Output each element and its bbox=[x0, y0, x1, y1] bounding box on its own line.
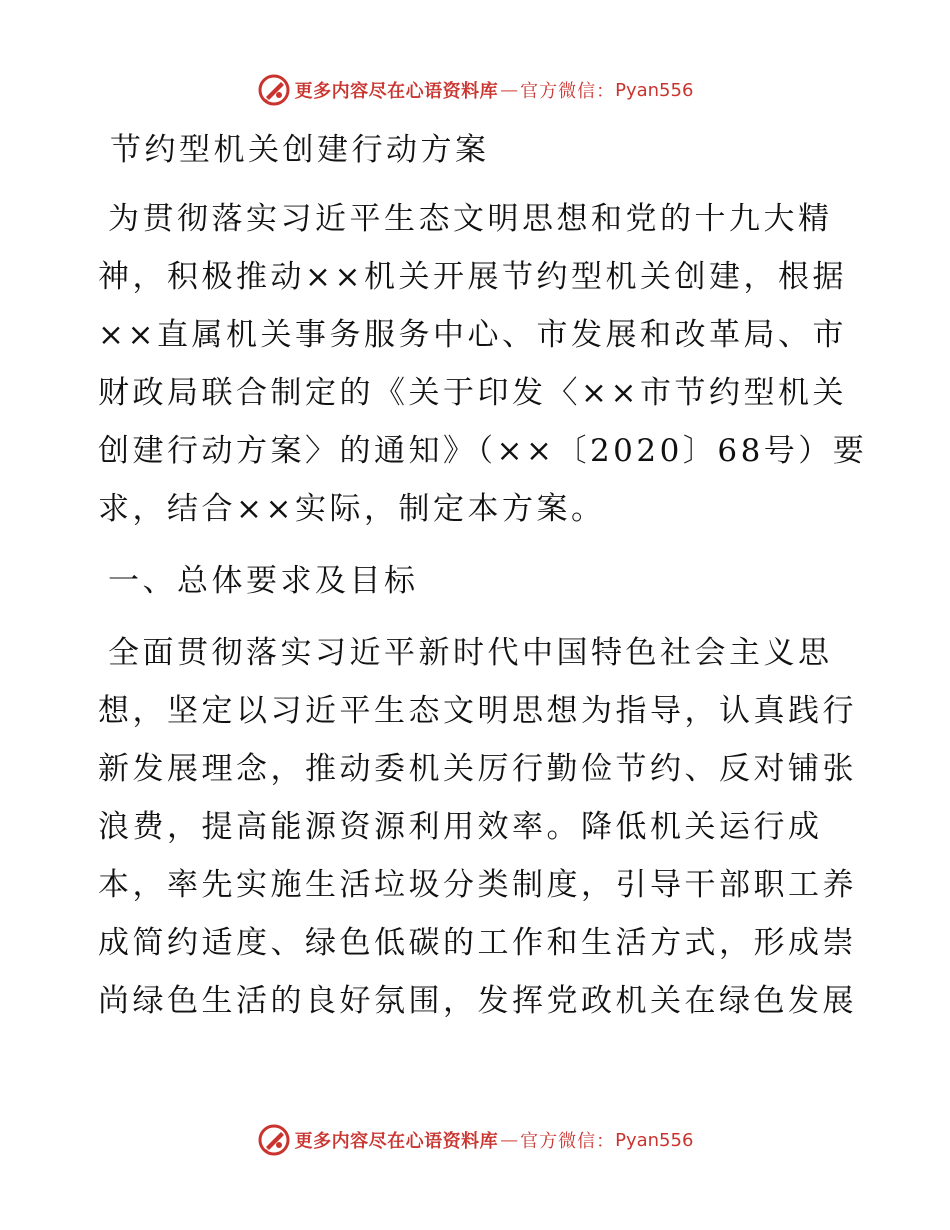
paragraph-2-line: 新发展理念，推动委机关厉行勤俭节约、反对铺张 bbox=[98, 751, 857, 787]
paragraph-1-line: 创建行动方案〉的通知》（××〔2020〕68号）要 bbox=[98, 433, 868, 469]
section-heading: 一、总体要求及目标 bbox=[108, 563, 419, 599]
watermark-brand-text: 更多内容尽在心语资料库 bbox=[294, 81, 499, 102]
document-title: 节约型机关创建行动方案 bbox=[110, 132, 490, 168]
brand-logo-icon bbox=[257, 1123, 291, 1157]
watermark-dash: — bbox=[500, 79, 519, 101]
paragraph-1-line: 为贯彻落实习近平生态文明思想和党的十九大精 bbox=[108, 201, 833, 237]
paragraph-2-line: 尚绿色生活的良好氛围，发挥党政机关在绿色发展 bbox=[98, 983, 857, 1019]
document-body bbox=[98, 124, 868, 1030]
paragraph-2-line: 成简约适度、绿色低碳的工作和生活方式，形成崇 bbox=[98, 925, 857, 961]
watermark-dash: — bbox=[500, 1129, 519, 1151]
paragraph-2-line: 本，率先实施生活垃圾分类制度，引导干部职工养 bbox=[98, 867, 857, 903]
paragraph-1-line: 财政局联合制定的《关于印发〈××市节约型机关 bbox=[98, 375, 847, 411]
paragraph-1 bbox=[98, 190, 868, 538]
watermark-handle: Pyan556 bbox=[615, 1129, 694, 1151]
paragraph-2-line: 浪费，提高能源资源利用效率。降低机关运行成 bbox=[98, 809, 823, 845]
watermark-official-label: 官方微信： bbox=[520, 81, 616, 102]
brand-logo-icon bbox=[257, 73, 291, 107]
watermark-header bbox=[0, 72, 950, 108]
paragraph-1-line: 求，结合××实际，制定本方案。 bbox=[98, 491, 606, 527]
watermark-brand-text: 更多内容尽在心语资料库 bbox=[294, 1131, 499, 1152]
paragraph-2-line: 全面贯彻落实习近平新时代中国特色社会主义思 bbox=[108, 635, 833, 671]
watermark-official-label: 官方微信： bbox=[520, 1131, 616, 1152]
paragraph-2-line: 想，坚定以习近平生态文明思想为指导，认真践行 bbox=[98, 693, 857, 729]
paragraph-1-line: 神，积极推动××机关开展节约型机关创建，根据 bbox=[98, 259, 847, 295]
watermark-footer bbox=[0, 1122, 950, 1158]
paragraph-1-line: ××直属机关事务服务中心、市发展和改革局、市 bbox=[98, 317, 847, 353]
watermark-handle: Pyan556 bbox=[615, 79, 694, 101]
paragraph-2 bbox=[98, 624, 858, 1030]
